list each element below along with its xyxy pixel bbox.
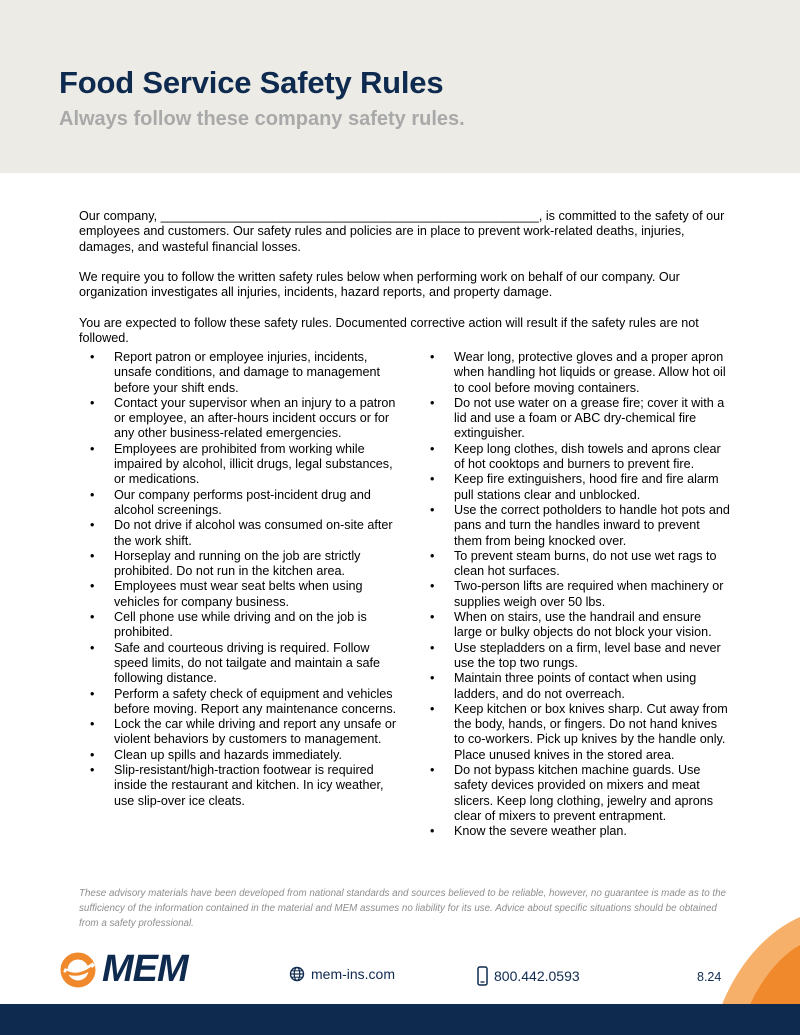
rule-item: • Two-person lifts are required when machinery or supplies weigh over 50 lbs. xyxy=(430,579,730,610)
website-link[interactable] xyxy=(289,966,395,982)
page-title: Food Service Safety Rules xyxy=(59,65,444,100)
rule-item: • Employees are prohibited from working while impaired by alcohol, illicit drugs, legal substances, or medications. xyxy=(90,442,400,488)
rule-item: • Keep long clothes, dish towels and aprons clear of hot cooktops and burners to prevent fire. xyxy=(430,442,730,473)
rule-item: • Know the severe weather plan. xyxy=(430,824,730,839)
document-code: 8.24 xyxy=(697,970,722,984)
rule-item: • When on stairs, use the handrail and ensure large or bulky objects do not block your vision. xyxy=(430,610,730,641)
globe-icon xyxy=(289,966,305,982)
phone-label: 800.442.0593 xyxy=(494,968,580,984)
rule-item: • Maintain three points of contact when using ladders, and do not overreach. xyxy=(430,671,730,702)
rule-item: • Our company performs post-incident drug and alcohol screenings. xyxy=(90,488,400,519)
rule-item: • To prevent steam burns, do not use wet rags to clean hot surfaces. xyxy=(430,549,730,580)
page-subtitle: Always follow these company safety rules. xyxy=(59,108,465,130)
rule-item: • Horseplay and running on the job are strictly prohibited. Do not run in the kitchen area. xyxy=(90,549,400,580)
phone-icon xyxy=(477,966,488,986)
website-label: mem-ins.com xyxy=(311,966,396,982)
rule-item: • Perform a safety check of equipment and vehicles before moving. Report any maintenance concerns. xyxy=(90,687,400,718)
rule-item: • Use the correct potholders to handle hot pots and pans and turn the handles inward to prevent them from being knocked over. xyxy=(430,503,730,549)
rule-item: • Employees must wear seat belts when using vehicles for company business. xyxy=(90,579,400,610)
rule-item: • Safe and courteous driving is required. Follow speed limits, do not tailgate and maintain a safe following distance. xyxy=(90,641,400,687)
rule-item: • Contact your supervisor when an injury to a patron or employee, an after-hours incident occurs or for any other business-related emergencies. xyxy=(90,396,400,442)
rule-item: • Keep fire extinguishers, hood fire and fire alarm pull stations clear and unblocked. xyxy=(430,472,730,503)
footer-bar xyxy=(0,1004,800,1035)
rule-item: • Do not bypass kitchen machine guards. Use safety devices provided on mixers and meat slicers. Keep long clothing, jewelry and aprons clear of mixers to prevent entrapment. xyxy=(430,763,730,824)
intro-paragraph-2: We require you to follow the written safety rules below when performing work on behalf of our company. Our organization investigates all injuries, incidents, hazard reports, and property damage. xyxy=(79,270,680,300)
rule-item: • Cell phone use while driving and on the job is prohibited. xyxy=(90,610,400,641)
intro-section xyxy=(79,209,729,347)
rule-item: • Keep kitchen or box knives sharp. Cut away from the body, hands, or fingers. Do not hand knives to co-workers. Pick up knives by the handle only. Place unused knives in the stored area. xyxy=(430,702,730,763)
rule-item: • Report patron or employee injuries, incidents, unsafe conditions, and damage to management before your shift ends. xyxy=(90,350,400,396)
rule-item: • Slip-resistant/high-traction footwear is required inside the restaurant and kitchen. In icy weather, use slip-over ice cleats. xyxy=(90,763,400,809)
company-name-blank: ______________________________________________________ xyxy=(160,209,539,223)
rule-item: • Do not use water on a grease fire; cover it with a lid and use a foam or ABC dry-chemical fire extinguisher. xyxy=(430,396,730,442)
phone-link[interactable] xyxy=(477,966,580,986)
rule-item: • Lock the car while driving and report any unsafe or violent behaviors by customers to management. xyxy=(90,717,400,748)
mem-logo-text: MEM xyxy=(102,948,188,990)
intro-paragraph-3: You are expected to follow these safety rules. Documented corrective action will result if the safety rules are not followed. xyxy=(79,316,699,346)
mem-logo xyxy=(58,948,218,990)
intro-p1-suffix: , is committed to the safety of our employees and customers. Our safety rules and policies are in place to prevent work-related deaths, injuries, damages, and wasteful financial losses. xyxy=(79,209,725,254)
rules-list-left xyxy=(90,350,400,809)
rule-item: • Use stepladders on a firm, level base and never use the top two rungs. xyxy=(430,641,730,672)
intro-p1-prefix: Our company, xyxy=(79,209,161,223)
intro-paragraph-1 xyxy=(79,209,729,255)
rule-item: • Do not drive if alcohol was consumed on-site after the work shift. xyxy=(90,518,400,549)
disclaimer: These advisory materials have been developed from national standards and sources believed to be reliable, however, no guarantee is made as to the sufficiency of the information contained in the material and MEM assumes no liability for its use. Advice about specific situations should be obtained from a safety professional. xyxy=(79,888,726,929)
rule-item: • Wear long, protective gloves and a proper apron when handling hot liquids or grease. Allow hot oil to cool before moving containers. xyxy=(430,350,730,396)
rule-item: • Clean up spills and hazards immediately. xyxy=(90,748,400,763)
mem-logo-icon xyxy=(58,950,100,992)
rules-list-right xyxy=(430,350,730,840)
